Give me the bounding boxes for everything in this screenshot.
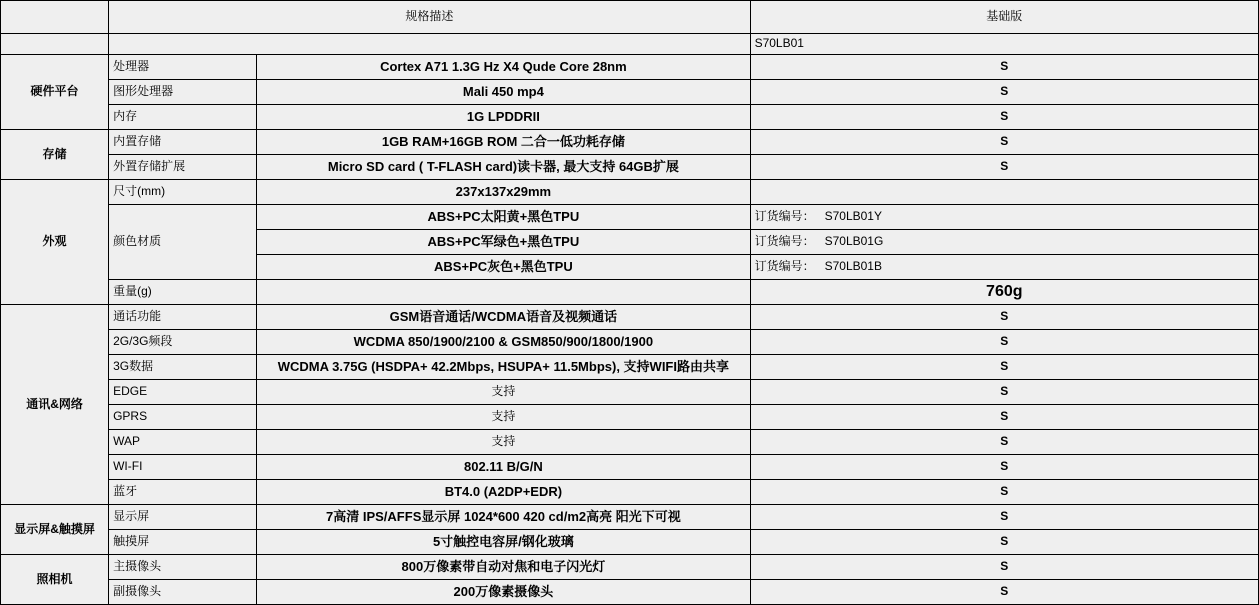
spec-value-cell[interactable]: 1GB RAM+16GB ROM 二合一低功耗存储 bbox=[257, 130, 750, 155]
spec-value-cell[interactable]: 支持 bbox=[257, 380, 750, 405]
spec-name-cell[interactable]: 3G数据 bbox=[109, 355, 257, 380]
spec-name-cell[interactable]: 2G/3G频段 bbox=[109, 330, 257, 355]
availability-mark-cell[interactable]: S bbox=[750, 155, 1258, 180]
spec-value-cell[interactable]: 1G LPDDRII bbox=[257, 105, 750, 130]
table-row bbox=[1, 480, 1259, 505]
spec-name-cell[interactable]: 尺寸(mm) bbox=[109, 180, 257, 205]
availability-mark-cell[interactable]: S bbox=[750, 130, 1258, 155]
spec-value-cell[interactable]: ABS+PC太阳黄+黑色TPU bbox=[257, 205, 750, 230]
spec-name-cell[interactable]: 内存 bbox=[109, 105, 257, 130]
spec-value-cell[interactable]: WCDMA 850/1900/2100 & GSM850/900/1800/1900 bbox=[257, 330, 750, 355]
availability-mark-cell[interactable]: S bbox=[750, 555, 1258, 580]
model-code-row bbox=[1, 34, 1259, 55]
header-blank-c[interactable] bbox=[109, 34, 751, 55]
spec-name-cell[interactable]: 显示屏 bbox=[109, 505, 257, 530]
availability-mark-cell[interactable]: S bbox=[750, 80, 1258, 105]
empty-value-cell[interactable] bbox=[750, 180, 1258, 205]
category-cell[interactable]: 显示屏&触摸屏 bbox=[1, 505, 109, 555]
spec-name-cell[interactable]: 副摄像头 bbox=[109, 580, 257, 605]
spec-value-cell[interactable]: Micro SD card ( T-FLASH card)读卡器, 最大支持 64GB扩展 bbox=[257, 155, 750, 180]
order-number-label: 订货编号： bbox=[754, 234, 815, 249]
category-cell[interactable]: 通讯&网络 bbox=[1, 305, 109, 505]
spec-value-cell[interactable]: Cortex A71 1.3G Hz X4 Qude Core 28nm bbox=[257, 55, 750, 80]
availability-mark-cell[interactable]: S bbox=[750, 355, 1258, 380]
category-cell[interactable]: 外观 bbox=[1, 180, 109, 305]
table-row bbox=[1, 155, 1259, 180]
spec-value-cell[interactable]: WCDMA 3.75G (HSDPA+ 42.2Mbps, HSUPA+ 11.5Mbps), 支持WIFI路由共享 bbox=[257, 355, 750, 380]
order-number-label: 订货编号： bbox=[754, 259, 815, 274]
spec-value-cell[interactable]: 5寸触控电容屏/钢化玻璃 bbox=[257, 530, 750, 555]
spec-name-cell[interactable]: 图形处理器 bbox=[109, 80, 257, 105]
table-row bbox=[1, 430, 1259, 455]
availability-mark-cell[interactable]: S bbox=[750, 405, 1258, 430]
availability-mark-cell[interactable]: S bbox=[750, 530, 1258, 555]
category-cell[interactable]: 硬件平台 bbox=[1, 55, 109, 130]
spec-name-cell[interactable]: 颜色材质 bbox=[109, 205, 257, 280]
spec-name-cell[interactable]: 主摄像头 bbox=[109, 555, 257, 580]
table-row bbox=[1, 380, 1259, 405]
spec-name-cell[interactable]: EDGE bbox=[109, 380, 257, 405]
spec-value-cell[interactable]: ABS+PC灰色+黑色TPU bbox=[257, 255, 750, 280]
header-spec-title[interactable]: 规格描述 bbox=[109, 1, 751, 34]
spec-value-cell[interactable]: 800万像素带自动对焦和电子闪光灯 bbox=[257, 555, 750, 580]
spec-value-cell[interactable]: GSM语音通话/WCDMA语音及视频通话 bbox=[257, 305, 750, 330]
table-row bbox=[1, 530, 1259, 555]
order-number-cell[interactable] bbox=[750, 205, 1258, 230]
spec-name-cell[interactable]: GPRS bbox=[109, 405, 257, 430]
order-number-value: S70LB01Y bbox=[824, 209, 882, 224]
spec-name-cell[interactable]: 外置存储扩展 bbox=[109, 155, 257, 180]
spec-name-cell[interactable]: WAP bbox=[109, 430, 257, 455]
spec-name-cell[interactable]: 内置存储 bbox=[109, 130, 257, 155]
spec-value-cell[interactable] bbox=[257, 280, 750, 305]
table-row bbox=[1, 405, 1259, 430]
spec-name-cell[interactable]: 触摸屏 bbox=[109, 530, 257, 555]
spec-value-cell[interactable]: 200万像素摄像头 bbox=[257, 580, 750, 605]
table-row bbox=[1, 130, 1259, 155]
table-row bbox=[1, 455, 1259, 480]
table-row bbox=[1, 580, 1259, 605]
table-row bbox=[1, 180, 1259, 205]
order-number-value: S70LB01G bbox=[824, 234, 884, 249]
availability-mark-cell[interactable]: S bbox=[750, 580, 1258, 605]
availability-mark-cell[interactable]: S bbox=[750, 330, 1258, 355]
order-number-label: 订货编号： bbox=[754, 209, 815, 224]
spec-value-cell[interactable]: 支持 bbox=[257, 405, 750, 430]
spec-value-cell[interactable]: 7高清 IPS/AFFS显示屏 1024*600 420 cd/m2高亮 阳光下可视 bbox=[257, 505, 750, 530]
table-row bbox=[1, 355, 1259, 380]
availability-mark-cell[interactable]: S bbox=[750, 480, 1258, 505]
category-cell[interactable]: 照相机 bbox=[1, 555, 109, 605]
spec-name-cell[interactable]: 蓝牙 bbox=[109, 480, 257, 505]
order-number-cell[interactable] bbox=[750, 255, 1258, 280]
spec-value-cell[interactable]: ABS+PC军绿色+黑色TPU bbox=[257, 230, 750, 255]
table-row bbox=[1, 105, 1259, 130]
spec-name-cell[interactable]: 处理器 bbox=[109, 55, 257, 80]
weight-value-cell[interactable]: 760g bbox=[750, 280, 1258, 305]
table-row bbox=[1, 80, 1259, 105]
spec-name-cell[interactable]: 重量(g) bbox=[109, 280, 257, 305]
availability-mark-cell[interactable]: S bbox=[750, 430, 1258, 455]
table-row bbox=[1, 330, 1259, 355]
table-row bbox=[1, 205, 1259, 230]
spec-name-cell[interactable]: 通话功能 bbox=[109, 305, 257, 330]
availability-mark-cell[interactable]: S bbox=[750, 55, 1258, 80]
spec-value-cell[interactable]: 支持 bbox=[257, 430, 750, 455]
availability-mark-cell[interactable]: S bbox=[750, 380, 1258, 405]
table-row bbox=[1, 305, 1259, 330]
table-row bbox=[1, 280, 1259, 305]
header-blank-b[interactable] bbox=[1, 34, 109, 55]
availability-mark-cell[interactable]: S bbox=[750, 505, 1258, 530]
availability-mark-cell[interactable]: S bbox=[750, 305, 1258, 330]
category-cell[interactable]: 存储 bbox=[1, 130, 109, 180]
header-blank-a[interactable] bbox=[1, 1, 109, 34]
table-row bbox=[1, 505, 1259, 530]
order-number-value: S70LB01B bbox=[824, 259, 882, 274]
availability-mark-cell[interactable]: S bbox=[750, 105, 1258, 130]
spec-value-cell[interactable]: BT4.0 (A2DP+EDR) bbox=[257, 480, 750, 505]
order-number-cell[interactable] bbox=[750, 230, 1258, 255]
availability-mark-cell[interactable]: S bbox=[750, 455, 1258, 480]
table-row bbox=[1, 55, 1259, 80]
spec-value-cell[interactable]: Mali 450 mp4 bbox=[257, 80, 750, 105]
header-version-title[interactable]: 基础版 bbox=[750, 1, 1258, 34]
table-header-row bbox=[1, 1, 1259, 34]
table-row bbox=[1, 555, 1259, 580]
spec-value-cell[interactable]: 237x137x29mm bbox=[257, 180, 750, 205]
spec-name-cell[interactable]: WI-FI bbox=[109, 455, 257, 480]
spec-value-cell[interactable]: 802.11 B/G/N bbox=[257, 455, 750, 480]
model-code[interactable]: S70LB01 bbox=[750, 34, 1258, 55]
